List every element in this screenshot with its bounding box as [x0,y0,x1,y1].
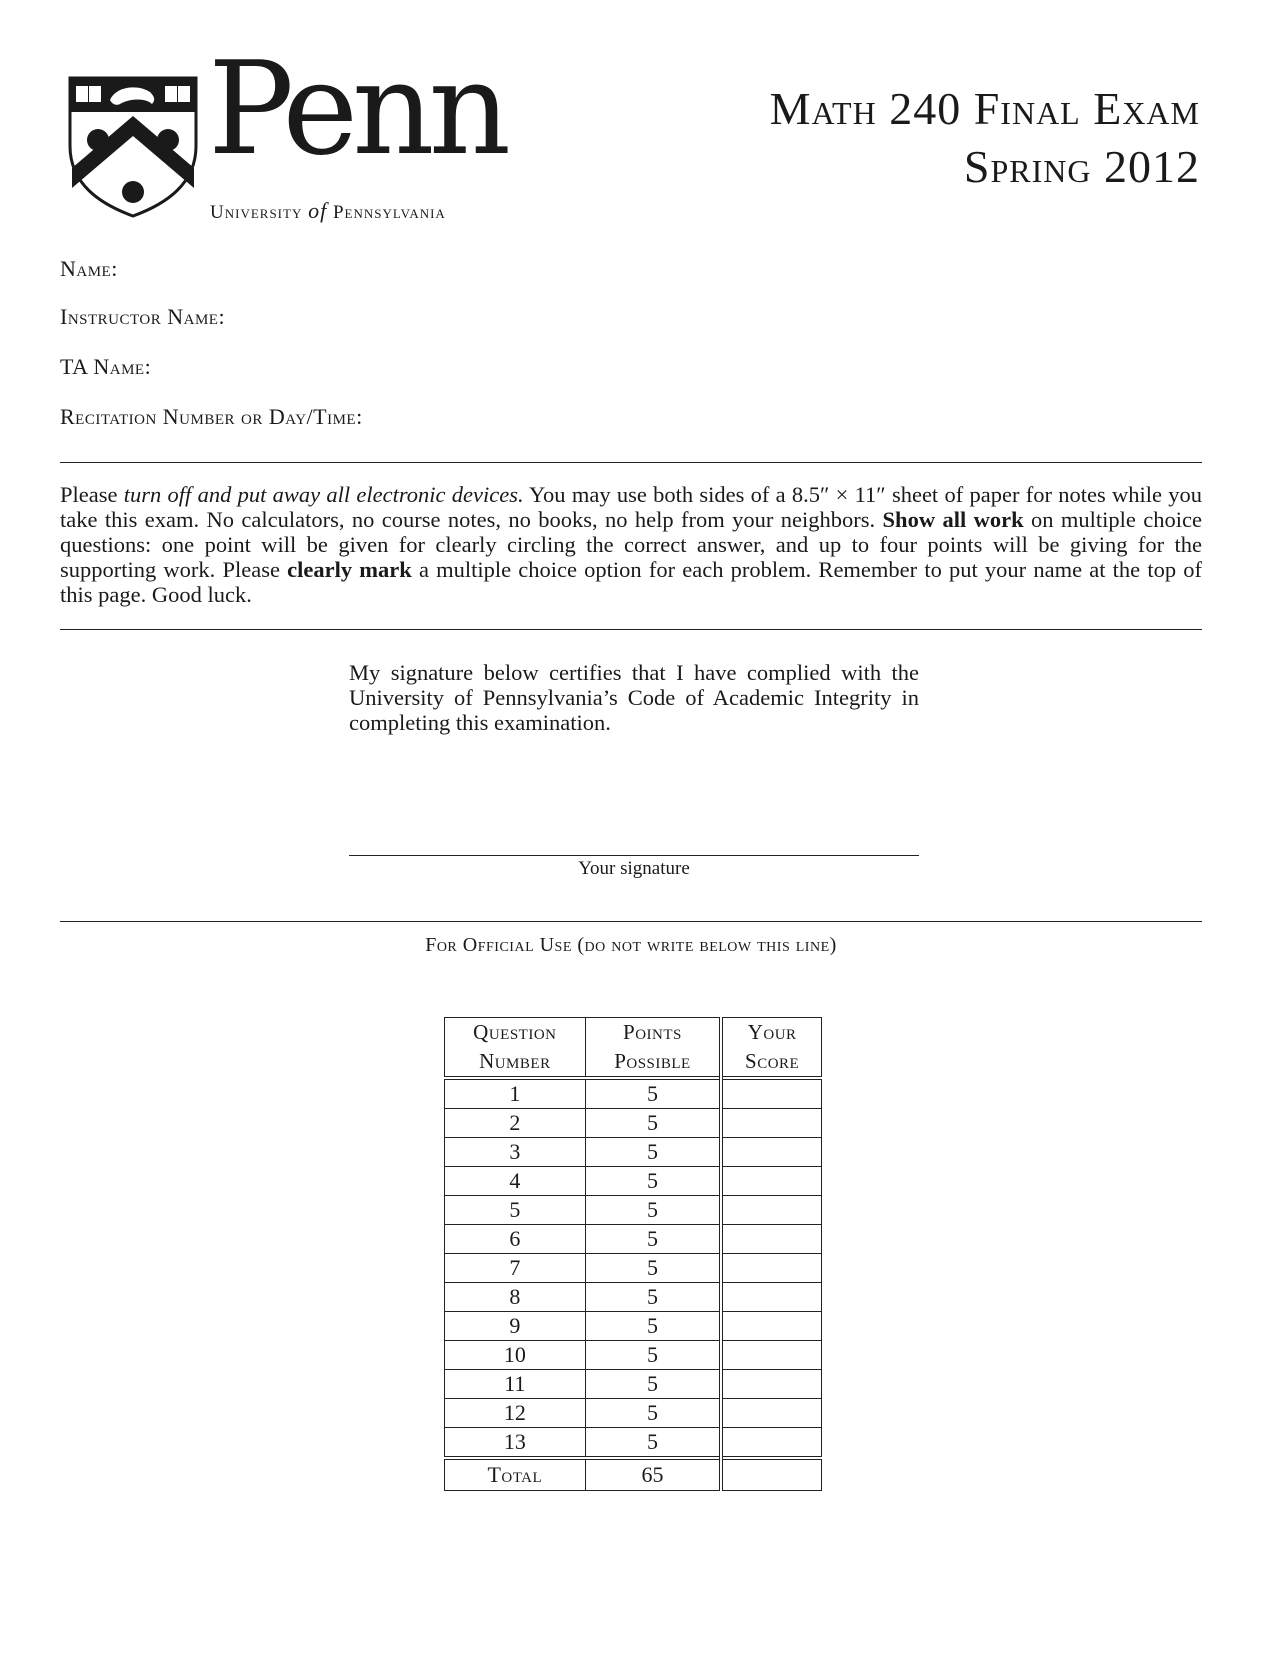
score-cell[interactable] [721,1109,821,1138]
score-cell[interactable] [721,1341,821,1370]
table-row [445,1225,822,1254]
integrity-certification: My signature below certifies that I have complied with the University of Pennsylvania’s Code of Academic Integrity in completing this examination. [349,660,919,735]
header-question-number [445,1018,586,1079]
instructions-text-1: Please [60,482,124,507]
instructor-field-label: Instructor Name: [60,304,226,329]
total-row [445,1458,822,1491]
ta-field-label: TA Name: [60,354,152,379]
question-number: 2 [445,1109,586,1138]
header-possible: Possible [614,1049,691,1073]
penn-shield-icon [68,76,198,218]
instructions-text-3: on multiple choice questions: one point will be given for clearly circling the correct answer, and up to four points will be giving for the supporting work. Please [60,507,1202,582]
instructions-devices: turn off and put away all electronic devices. [123,482,524,507]
divider-official [60,921,1202,922]
points-possible: 5 [585,1167,721,1196]
recitation-field-label: Recitation Number or Day/Time: [60,404,363,429]
points-possible: 5 [585,1225,721,1254]
score-cell[interactable] [721,1254,821,1283]
points-possible: 5 [585,1138,721,1167]
table-row [445,1196,822,1225]
header-your: Your [747,1020,797,1044]
exam-title-line-2: Spring 2012 [963,141,1200,192]
points-possible: 5 [585,1196,721,1225]
points-possible: 5 [585,1109,721,1138]
university-of: of [308,198,328,223]
exam-title-line-1: Math 240 Final Exam [769,83,1200,134]
table-row [445,1283,822,1312]
official-use-note: For Official Use (do not write below this line) [425,934,837,956]
table-row [445,1370,822,1399]
score-cell[interactable] [721,1138,821,1167]
exam-instructions [60,482,1202,607]
instructions-text-4: a multiple choice option for each problem. Remember to put your name at the top of this page. Good luck. [60,557,1202,607]
score-table [444,1017,822,1491]
score-cell[interactable] [721,1399,821,1428]
question-number: 10 [445,1341,586,1370]
score-cell[interactable] [721,1167,821,1196]
total-points: 65 [585,1458,721,1491]
points-possible: 5 [585,1312,721,1341]
instructions-show-work: Show all work [882,507,1024,532]
name-field-label: Name: [60,256,118,281]
exam-title [770,80,1200,196]
penn-logo [68,35,528,224]
score-cell[interactable] [721,1283,821,1312]
table-row [445,1167,822,1196]
question-number: 11 [445,1370,586,1399]
table-row [445,1428,822,1459]
question-number: 5 [445,1196,586,1225]
instructions-text-2: You may use both sides of a 8.5″ × 11″ sheet of paper for notes while you take this exam. No calculators, no course notes, no books, no help from your neighbors. [60,482,1202,532]
question-number: 4 [445,1167,586,1196]
question-number: 13 [445,1428,586,1459]
header-score: Score [745,1049,800,1073]
header-points: Points [623,1020,682,1044]
question-number: 1 [445,1078,586,1109]
points-possible: 5 [585,1078,721,1109]
question-number: 12 [445,1399,586,1428]
table-row [445,1254,822,1283]
instructions-clearly-mark: clearly mark [287,557,412,582]
table-row [445,1138,822,1167]
table-row [445,1078,822,1109]
points-possible: 5 [585,1428,721,1459]
points-possible: 5 [585,1370,721,1399]
score-cell[interactable] [721,1196,821,1225]
score-cell[interactable] [721,1225,821,1254]
header-question: Question [473,1020,557,1044]
total-score-cell[interactable] [721,1458,821,1491]
header-number: Number [479,1049,551,1073]
table-row [445,1312,822,1341]
university-name [210,198,446,224]
university-prefix: University [210,202,303,223]
total-label: Total [445,1458,586,1491]
signature-line[interactable] [349,855,919,856]
header-your-score [721,1018,821,1079]
score-table-header [445,1018,822,1079]
header-points-possible [585,1018,721,1079]
university-suffix: Pennsylvania [332,202,446,223]
divider-top [60,462,1202,463]
question-number: 8 [445,1283,586,1312]
score-cell[interactable] [721,1370,821,1399]
question-number: 7 [445,1254,586,1283]
table-row [445,1341,822,1370]
divider-middle [60,629,1202,630]
penn-wordmark: Penn [208,35,505,184]
question-number: 3 [445,1138,586,1167]
points-possible: 5 [585,1399,721,1428]
score-cell[interactable] [721,1078,821,1109]
points-possible: 5 [585,1283,721,1312]
question-number: 9 [445,1312,586,1341]
score-cell[interactable] [721,1312,821,1341]
table-row [445,1399,822,1428]
table-row [445,1109,822,1138]
score-cell[interactable] [721,1428,821,1459]
points-possible: 5 [585,1341,721,1370]
points-possible: 5 [585,1254,721,1283]
signature-label: Your signature [578,858,690,879]
question-number: 6 [445,1225,586,1254]
